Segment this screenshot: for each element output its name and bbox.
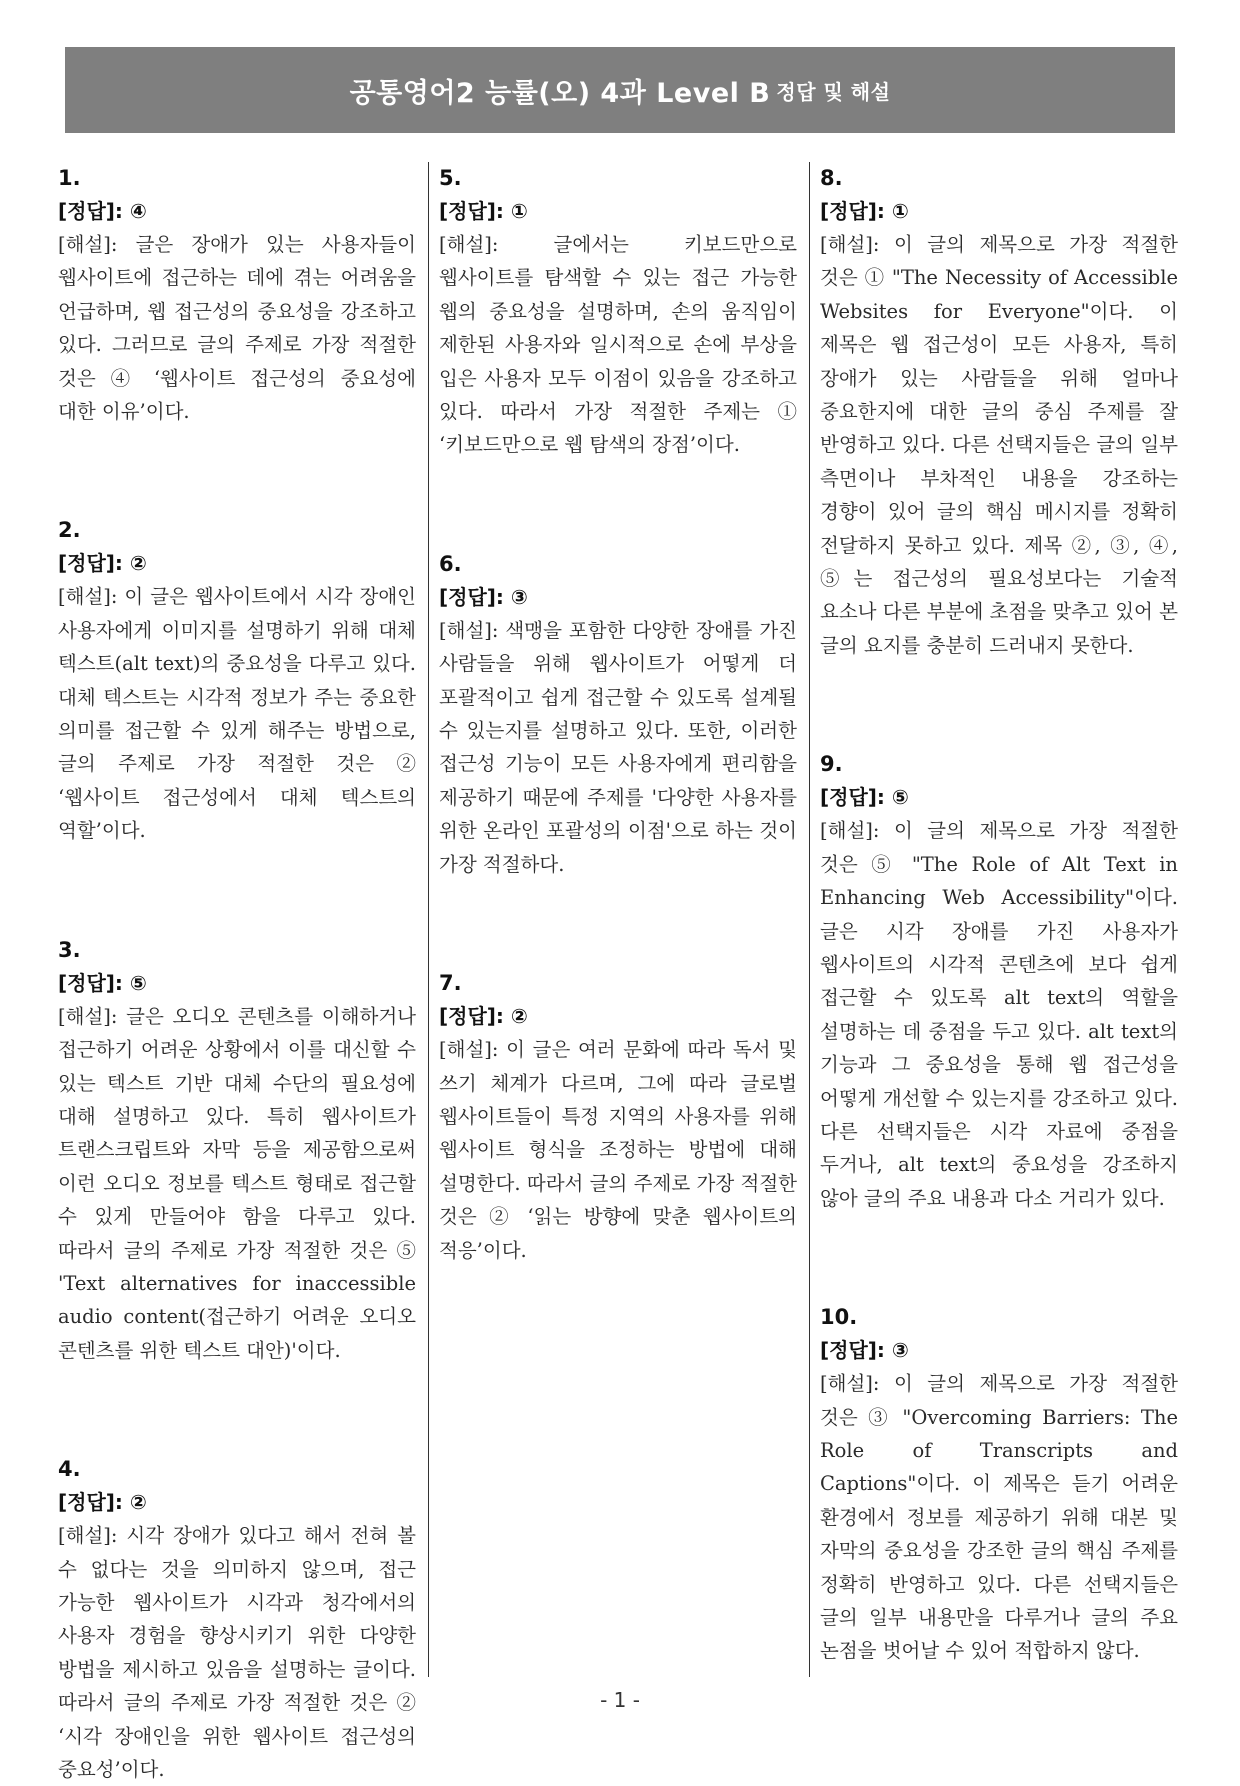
column-right xyxy=(820,162,1178,1677)
answer-item-6 xyxy=(439,548,797,881)
page-title-suffix: 정답 및 해설 xyxy=(776,79,891,104)
answer-key: [정답]: ① xyxy=(820,199,909,223)
page-title: 공통영어2 능률(오) 4과 Level B xyxy=(349,77,771,109)
answer-item-9 xyxy=(820,748,1178,1215)
answer-key: [정답]: ② xyxy=(58,551,147,576)
question-number: 5. xyxy=(439,166,462,190)
explanation-text: [해설]: 이 글은 여러 문화에 따라 독서 및 쓰기 체계가 다르며, 그에 따라 글로벌 웹사이트들이 특정 지역의 사용자를 위해 웹사이트 형식을 조정하는 방법에 대해 설명한다. 따라서 글의 주제로 가장 적절한 것은 ② ‘읽는 방향에 맞춘 웹사이트의 적응’이다. xyxy=(439,1038,797,1262)
answer-key: [정답]: ⑤ xyxy=(820,785,909,810)
explanation-text: [해설]: 글은 오디오 콘텐츠를 이해하거나 접근하기 어려운 상황에서 이를 대신할 수 있는 텍스트 기반 대체 수단의 필요성에 대해 설명하고 있다. 특히 웹사이트가 트랜스크립트와 자막 등을 제공함으로써 이런 오디오 정보를 텍스트 형태로 접근할 수 있게 만들어야 함을 다루고 있다. 따라서 글의 주제로 가장 적절한 것은 ⑤ 'Text alternatives for inaccessible audio content(접근하기 어려운 오디오 콘텐츠를 위한 텍스트 대안)'이다. xyxy=(58,1004,416,1362)
answer-key: [정답]: ③ xyxy=(820,1338,909,1363)
answer-item-7 xyxy=(439,967,797,1267)
question-number: 8. xyxy=(820,166,843,190)
column-left xyxy=(58,162,416,1781)
page-number: - 1 - xyxy=(600,1688,640,1712)
explanation-text: [해설]: 이 글의 제목으로 가장 적절한 것은 ③ "Overcoming Barriers: The Role of Transcripts and Captions"이다. 이 제목은 듣기 어려운 환경에서 정보를 제공하기 위해 대본 및 자막의 중요성을 강조한 글의 핵심 주제를 정확히 반영하고 있다. 다른 선택지들은 글의 일부 내용만을 다루거나 글의 주요 논점을 벗어날 수 있어 적합하지 않다. xyxy=(820,1372,1178,1663)
question-number: 10. xyxy=(820,1305,858,1330)
answer-key: [정답]: ③ xyxy=(439,584,528,609)
explanation-text: [해설]: 시각 장애가 있다고 해서 전혀 볼 수 없다는 것을 의미하지 않으며, 접근 가능한 웹사이트가 시각과 청각에서의 사용자 경험을 향상시키기 위한 다양한 방법을 제시하고 있음을 설명하는 글이다. 따라서 글의 주제로 가장 적절한 것은 ② ‘시각 장애인을 위한 웹사이트 접근성의 중요성’이다. xyxy=(58,1524,416,1781)
answer-key: [정답]: ② xyxy=(439,1004,528,1029)
answer-item-1 xyxy=(58,162,416,428)
question-number: 2. xyxy=(58,518,81,543)
answer-item-4 xyxy=(58,1453,416,1786)
answer-key: [정답]: ② xyxy=(58,1490,147,1515)
question-number: 9. xyxy=(820,752,843,777)
answer-key: [정답]: ④ xyxy=(58,199,147,223)
column-divider xyxy=(428,162,429,1677)
question-number: 3. xyxy=(58,937,81,962)
explanation-text: [해설]: 이 글의 제목으로 가장 적절한 것은 ① "The Necessity of Accessible Websites for Everyone"이다. 이 제목은 웹 접근성이 모든 사용자, 특히 장애가 있는 사람들을 위해 얼마나 중요한지에 대한 글의 중심 주제를 잘 반영하고 있다. 다른 선택지들은 글의 일부 측면이나 부차적인 내용을 강조하는 경향이 있어 글의 핵심 메시지를 정확히 전달하지 못하고 있다. 제목 ②, ③, ④, ⑤는 접근성의 필요성보다는 기술적 요소나 다른 부분에 초점을 맞추고 있어 본 글의 요지를 충분히 드러내지 못한다. xyxy=(820,233,1178,657)
answer-key: [정답]: ① xyxy=(439,199,528,223)
answer-item-5 xyxy=(439,162,797,462)
question-number: 4. xyxy=(58,1457,81,1482)
explanation-text: [해설]: 글은 장애가 있는 사용자들이 웹사이트에 접근하는 데에 겪는 어려움을 언급하며, 웹 접근성의 중요성을 강조하고 있다. 그러므로 글의 주제로 가장 적절한 것은 ④ ‘웹사이트 접근성의 중요성에 대한 이유’이다. xyxy=(58,233,416,424)
explanation-text: [해설]: 글에서는 키보드만으로 웹사이트를 탐색할 수 있는 접근 가능한 웹의 중요성을 설명하며, 손의 움직임이 제한된 사용자와 일시적으로 손에 부상을 입은 사용자 모두 이점이 있음을 강조하고 있다. 따라서 가장 적절한 주제는 ① ‘키보드만으로 웹 탐색의 장점’이다. xyxy=(439,233,797,457)
page-title-bar xyxy=(65,47,1175,133)
column-divider xyxy=(809,162,810,1677)
question-number: 1. xyxy=(58,166,81,190)
answer-item-2 xyxy=(58,514,416,847)
explanation-text: [해설]: 색맹을 포함한 다양한 장애를 가진 사람들을 위해 웹사이트가 어떻게 더 포괄적이고 쉽게 접근할 수 있도록 설계될 수 있는지를 설명하고 있다. 또한, 이러한 접근성 기능이 모든 사용자에게 편리함을 제공하기 때문에 주제를 '다양한 사용자를 위한 온라인 포괄성의 이점'으로 하는 것이 가장 적절하다. xyxy=(439,618,797,876)
answer-item-8 xyxy=(820,162,1178,662)
column-middle xyxy=(439,162,797,1677)
explanation-text: [해설]: 이 글의 제목으로 가장 적절한 것은 ⑤ "The Role of Alt Text in Enhancing Web Accessibility"이다. 글은 시각 장애를 가진 사용자가 웹사이트의 시각적 콘텐츠에 보다 쉽게 접근할 수 있도록 alt text의 역할을 설명하는 데 중점을 두고 있다. alt text의 기능과 그 중요성을 통해 웹 접근성을 어떻게 개선할 수 있는지를 강조하고 있다. 다른 선택지들은 시각 자료에 중점을 두거나, alt text의 중요성을 강조하지 않아 글의 주요 내용과 다소 거리가 있다. xyxy=(820,819,1178,1210)
answer-item-3 xyxy=(58,934,416,1367)
explanation-text: [해설]: 이 글은 웹사이트에서 시각 장애인 사용자에게 이미지를 설명하기 위해 대체 텍스트(alt text)의 중요성을 다루고 있다. 대체 텍스트는 시각적 정보가 주는 중요한 의미를 접근할 수 있게 해주는 방법으로, 글의 주제로 가장 적절한 것은 ② ‘웹사이트 접근성에서 대체 텍스트의 역할’이다. xyxy=(58,585,416,843)
answer-item-10 xyxy=(820,1301,1178,1668)
question-number: 7. xyxy=(439,971,462,996)
answer-key: [정답]: ⑤ xyxy=(58,970,147,995)
question-number: 6. xyxy=(439,551,462,576)
